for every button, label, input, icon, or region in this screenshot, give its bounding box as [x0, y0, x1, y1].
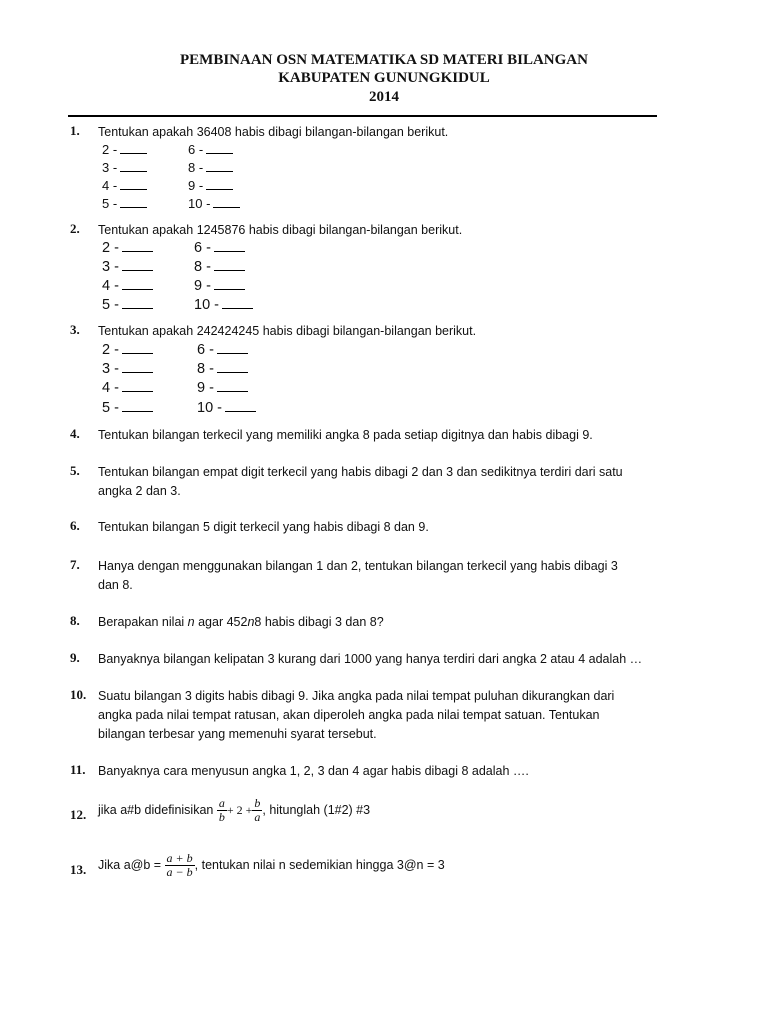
divisor-label: 2 - — [102, 142, 118, 157]
variable-n: n — [247, 615, 255, 629]
question-text-line: bilangan terbesar yang memenuhi syarat tersebut. — [98, 727, 377, 741]
divisor-label: 6 - — [188, 142, 204, 157]
fraction-b-over-a — [252, 797, 262, 824]
question-text: Tentukan bilangan 5 digit terkecil yang habis dibagi 8 dan 9. — [98, 520, 429, 534]
question-text-line: angka 2 dan 3. — [98, 484, 181, 498]
text-fragment: 8 habis dibagi 3 dan 8? — [254, 615, 384, 629]
answer-blank[interactable] — [122, 341, 153, 354]
text-fragment: jika a#b didefinisikan — [98, 802, 217, 817]
answer-blank[interactable] — [214, 258, 245, 271]
divisor-label: 3 - — [102, 259, 119, 275]
divisor-label: 6 - — [197, 342, 214, 358]
header-title: PEMBINAAN OSN MATEMATIKA SD MATERI BILANGAN — [180, 52, 588, 68]
question-text — [98, 557, 698, 595]
question-number: 13. — [70, 862, 87, 877]
fraction-denominator: b — [218, 810, 225, 824]
divisor-label: 9 - — [197, 380, 214, 396]
answer-blank[interactable] — [120, 195, 147, 208]
question-text-line: dan 8. — [98, 578, 133, 592]
fraction-numerator: b — [254, 796, 261, 810]
fraction-sum-over-difference — [165, 852, 195, 879]
answer-blank[interactable] — [206, 141, 233, 154]
question-number: 8. — [70, 613, 80, 628]
divisor-label: 5 - — [102, 400, 119, 416]
divisor-label: 3 - — [102, 160, 118, 175]
header-subtitle: KABUPATEN GUNUNGKIDUL — [278, 70, 490, 86]
divisor-label: 10 - — [197, 400, 222, 416]
text-fragment: , hitunglah (1#2) #3 — [262, 802, 371, 817]
answer-blank[interactable] — [206, 177, 233, 190]
fraction-numerator: a + b — [166, 851, 193, 865]
text-fragment: , tentukan nilai n sedemikian hingga 3@n = 3 — [194, 857, 445, 872]
question-number: 9. — [70, 650, 80, 665]
question-text: Tentukan apakah 242424245 habis dibagi bilangan-bilangan berikut. — [98, 324, 477, 338]
question-text-line: Tentukan bilangan empat digit terkecil yang habis dibagi 2 dan 3 dan sedikitnya terdiri dari satu — [98, 465, 623, 479]
answer-blank[interactable] — [120, 141, 147, 154]
divisor-label: 9 - — [188, 178, 204, 193]
question-number: 3. — [70, 322, 80, 337]
question-number: 4. — [70, 426, 80, 441]
divisor-label: 10 - — [188, 196, 211, 211]
answer-blank[interactable] — [122, 258, 153, 271]
question-number: 12. — [70, 807, 87, 822]
question-text: Banyaknya cara menyusun angka 1, 2, 3 dan 4 agar habis dibagi 8 adalah …. — [98, 764, 529, 778]
divisor-label: 2 - — [102, 240, 119, 256]
text-fragment: Jika a@b = — [98, 857, 165, 872]
answer-blank[interactable] — [214, 277, 245, 290]
header-divider — [68, 115, 657, 117]
answer-blank[interactable] — [122, 399, 153, 412]
answer-blank[interactable] — [122, 296, 153, 309]
divisor-label: 4 - — [102, 178, 118, 193]
question-text — [98, 797, 698, 824]
answer-blank[interactable] — [225, 399, 256, 412]
question-number: 10. — [70, 687, 87, 702]
answer-blank[interactable] — [214, 239, 245, 252]
text-fragment: agar 452 — [194, 615, 248, 629]
question-text — [98, 463, 698, 501]
question-text: Tentukan bilangan terkecil yang memiliki angka 8 pada setiap digitnya dan habis dibagi 9. — [98, 428, 593, 442]
variable-n: n — [187, 615, 195, 629]
text-fragment: Berapakan nilai — [98, 615, 188, 629]
answer-blank[interactable] — [120, 159, 147, 172]
plus-operator: + 2 + — [226, 802, 253, 817]
divisor-label: 2 - — [102, 342, 119, 358]
fraction-denominator: a − b — [166, 865, 193, 879]
question-text: Tentukan apakah 36408 habis dibagi bilangan-bilangan berikut. — [98, 125, 449, 139]
fraction-a-over-b — [217, 797, 227, 824]
question-text — [98, 613, 698, 632]
question-number: 11. — [70, 762, 86, 777]
answer-blank[interactable] — [222, 296, 253, 309]
answer-blank[interactable] — [217, 360, 248, 373]
answer-blank[interactable] — [217, 379, 248, 392]
divisor-label: 8 - — [188, 160, 204, 175]
question-text — [98, 687, 698, 744]
header-year: 2014 — [369, 89, 399, 105]
question-text-line: Suatu bilangan 3 digits habis dibagi 9. Jika angka pada nilai tempat puluhan dikurangkan dari — [98, 689, 615, 703]
question-number: 1. — [70, 123, 80, 138]
divisor-label: 9 - — [194, 278, 211, 294]
fraction-denominator: a — [254, 810, 261, 824]
divisor-label: 4 - — [102, 380, 119, 396]
answer-blank[interactable] — [122, 277, 153, 290]
question-text: Banyaknya bilangan kelipatan 3 kurang dari 1000 yang hanya terdiri dari angka 2 atau 4 adalah … — [98, 652, 643, 666]
fraction-numerator: a — [218, 796, 225, 810]
answer-blank[interactable] — [206, 159, 233, 172]
question-text: Tentukan apakah 1245876 habis dibagi bilangan-bilangan berikut. — [98, 223, 463, 237]
divisor-label: 6 - — [194, 240, 211, 256]
question-text-line: angka pada nilai tempat ratusan, akan diperoleh angka pada nilai tempat satuan. Tentukan — [98, 708, 600, 722]
answer-blank[interactable] — [217, 341, 248, 354]
answer-blank[interactable] — [122, 239, 153, 252]
divisor-label: 5 - — [102, 297, 119, 313]
question-text — [98, 852, 698, 879]
divisor-label: 8 - — [194, 259, 211, 275]
question-number: 7. — [70, 557, 80, 572]
divisor-label: 4 - — [102, 278, 119, 294]
answer-blank[interactable] — [122, 379, 153, 392]
divisor-label: 3 - — [102, 361, 119, 377]
question-number: 6. — [70, 518, 80, 533]
divisor-label: 8 - — [197, 361, 214, 377]
answer-blank[interactable] — [122, 360, 153, 373]
divisor-label: 10 - — [194, 297, 219, 313]
question-text-line: Hanya dengan menggunakan bilangan 1 dan 2, tentukan bilangan terkecil yang habis dibagi 3 — [98, 559, 618, 573]
divisor-label: 5 - — [102, 196, 118, 211]
question-number: 5. — [70, 463, 80, 478]
answer-blank[interactable] — [120, 177, 147, 190]
question-number: 2. — [70, 221, 80, 236]
answer-blank[interactable] — [213, 195, 240, 208]
